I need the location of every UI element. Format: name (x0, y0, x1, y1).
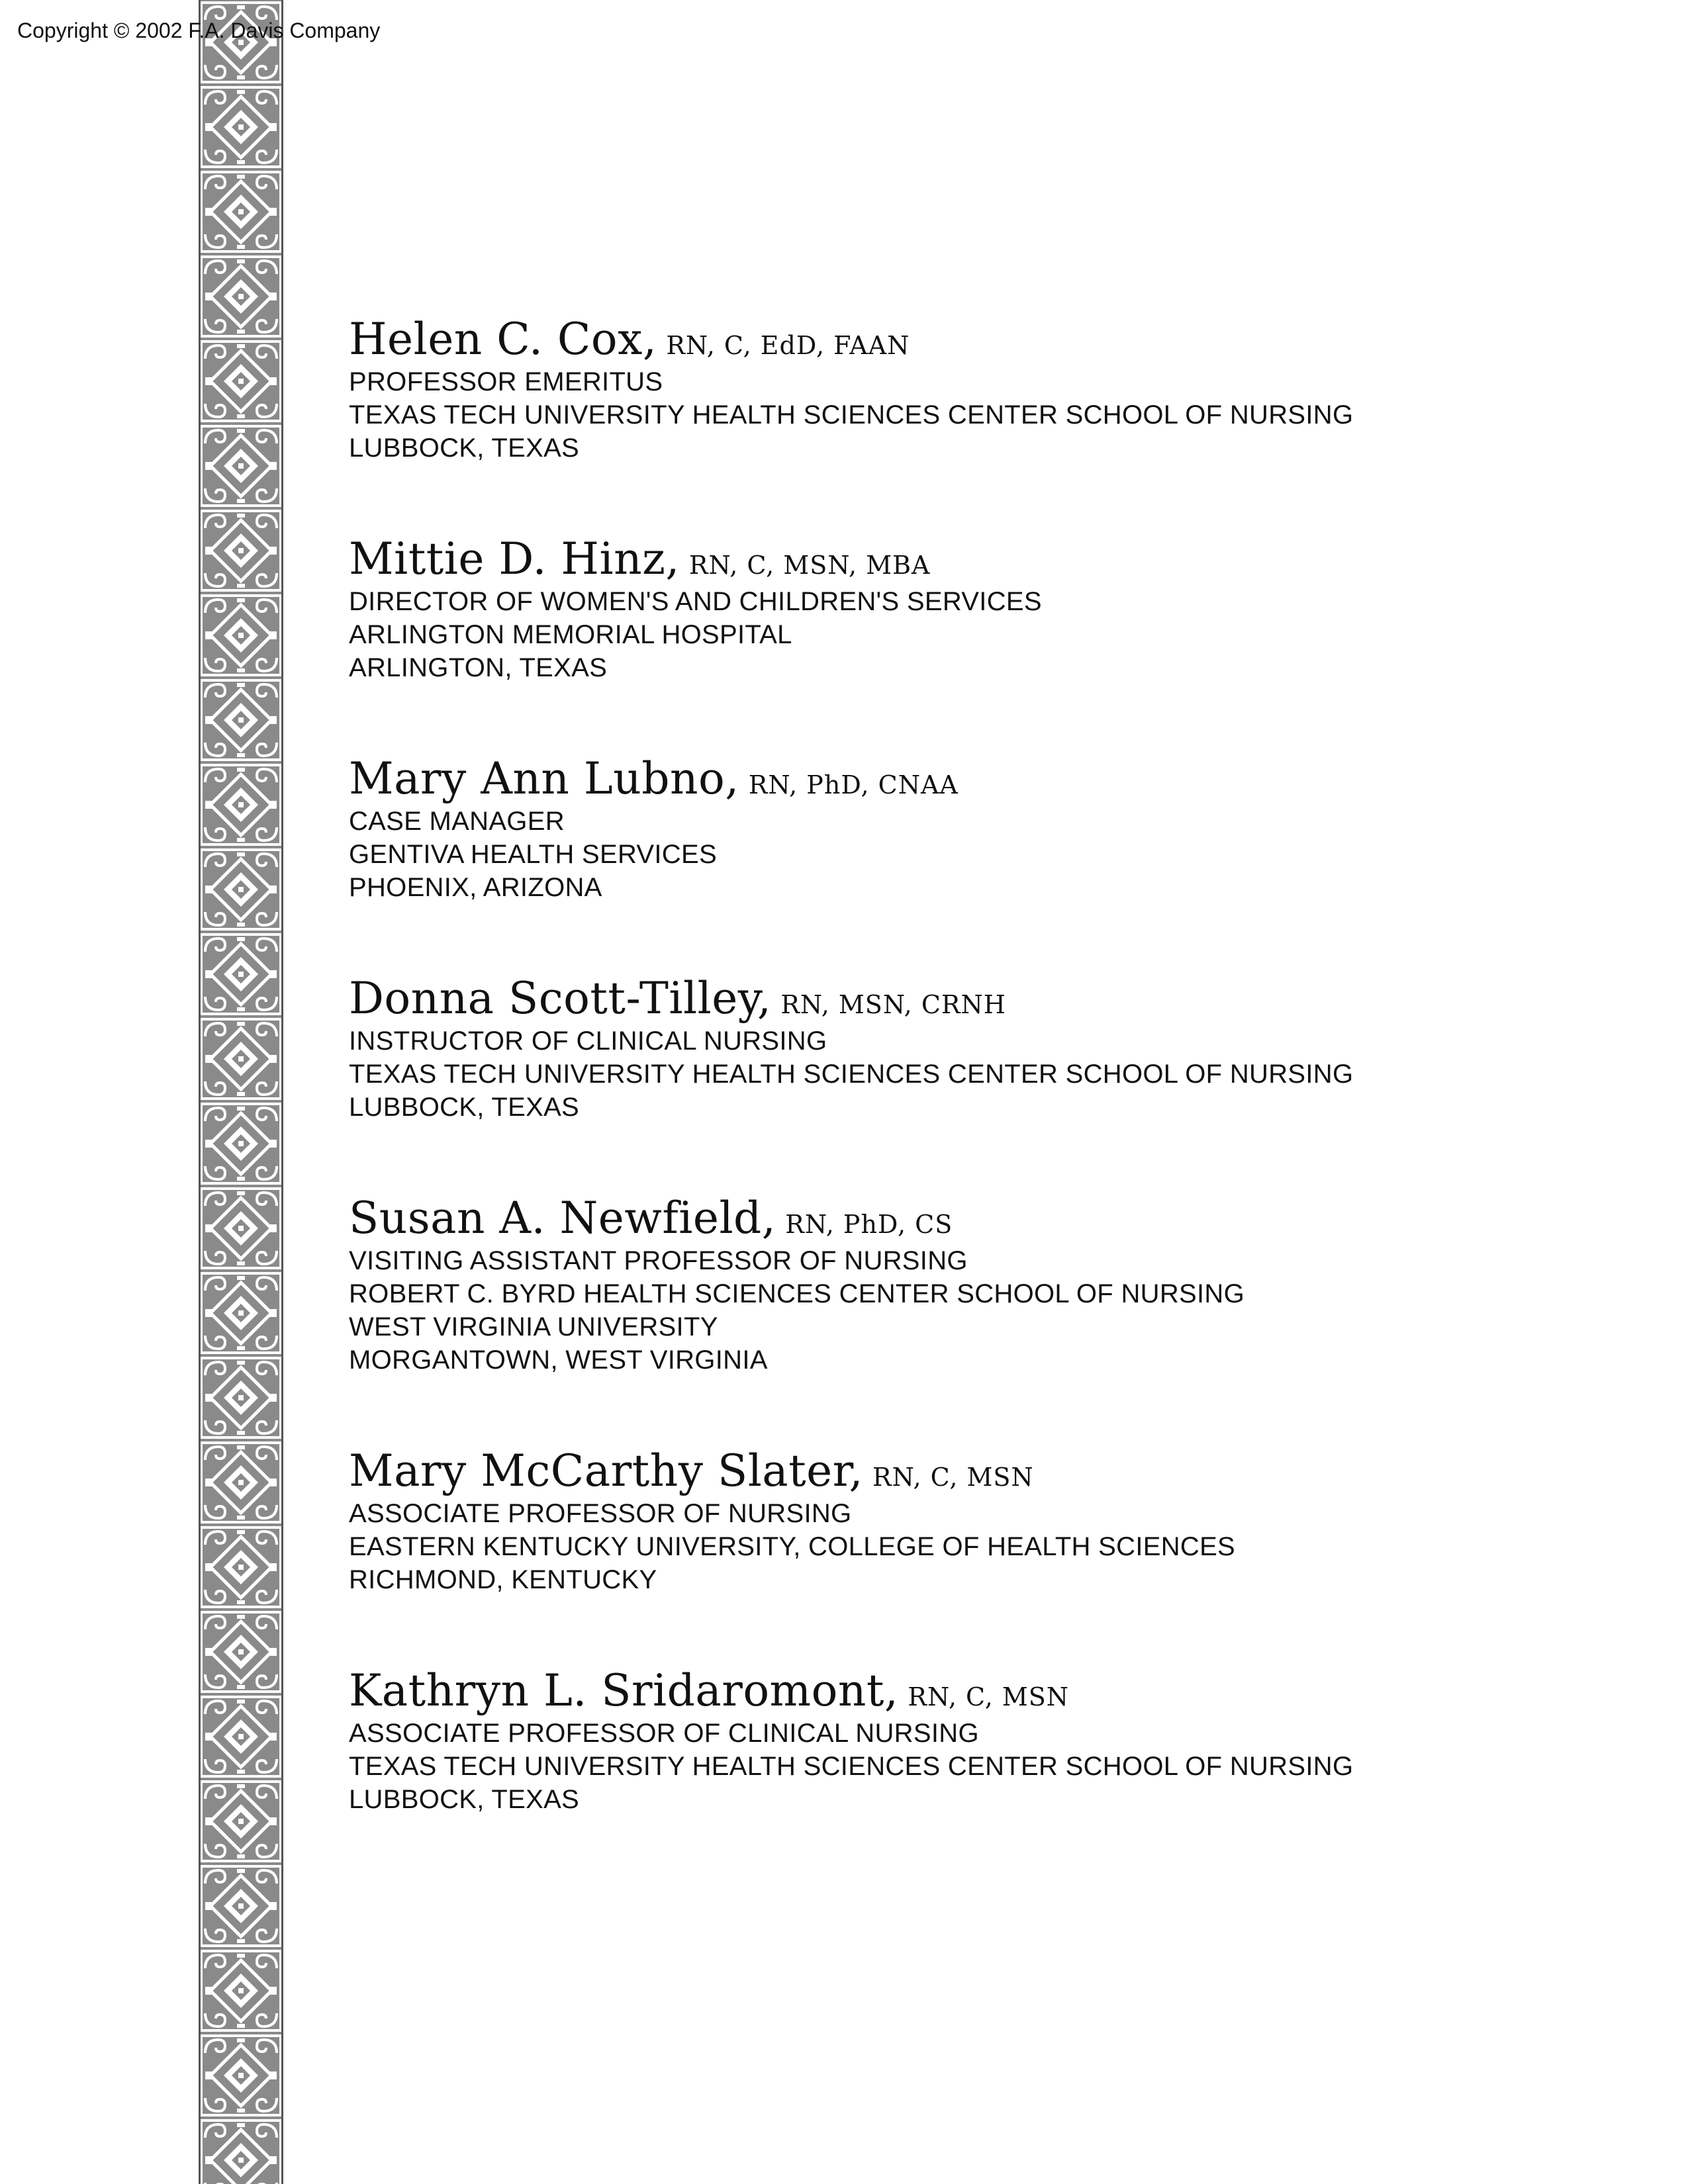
contributor-title: DIRECTOR OF WOMEN'S AND CHILDREN'S SERVICES (349, 587, 1042, 616)
contributor-title: CASE MANAGER (349, 807, 565, 836)
contributor-location: ARLINGTON, TEXAS (349, 653, 608, 682)
contributor-name: Susan A. Newfield, (349, 1193, 776, 1244)
contributor-university: WEST VIRGINIA UNIVERSITY (349, 1312, 718, 1342)
contributor-title: PROFESSOR EMERITUS (349, 367, 663, 396)
contributor-credentials: RN, C, EdD, FAAN (666, 331, 910, 360)
contributor-name-line (349, 1193, 1607, 1244)
contributor-institution: ARLINGTON MEMORIAL HOSPITAL (349, 620, 792, 649)
contributor-institution: ROBERT C. BYRD HEALTH SCIENCES CENTER SCHOOL OF NURSING (349, 1279, 1245, 1308)
contributor-name-line (349, 753, 1607, 804)
contributor-name-line (349, 314, 1607, 365)
contributor-location: LUBBOCK, TEXAS (349, 433, 580, 463)
contributor-institution: EASTERN KENTUCKY UNIVERSITY, COLLEGE OF HEALTH SCIENCES (349, 1532, 1236, 1561)
contributor-location: PHOENIX, ARIZONA (349, 873, 602, 902)
contributor-title: ASSOCIATE PROFESSOR OF CLINICAL NURSING (349, 1719, 979, 1748)
contributor-title: INSTRUCTOR OF CLINICAL NURSING (349, 1026, 827, 1056)
contributor-credentials: RN, PhD, CNAA (748, 770, 959, 799)
contributor-name-line (349, 533, 1607, 584)
contributor-entry (349, 753, 1607, 904)
contributor-title: VISITING ASSISTANT PROFESSOR OF NURSING (349, 1246, 968, 1275)
contributor-location: LUBBOCK, TEXAS (349, 1093, 580, 1122)
contributor-credentials: RN, PhD, CS (785, 1210, 953, 1239)
contributor-institution: TEXAS TECH UNIVERSITY HEALTH SCIENCES CENTER SCHOOL OF NURSING (349, 1752, 1354, 1781)
contributor-name-line (349, 1445, 1607, 1496)
contributor-name: Mittie D. Hinz, (349, 533, 680, 584)
contributor-institution: TEXAS TECH UNIVERSITY HEALTH SCIENCES CENTER SCHOOL OF NURSING (349, 1060, 1354, 1089)
contributor-name-line (349, 1665, 1607, 1716)
contributor-institution: GENTIVA HEALTH SERVICES (349, 840, 717, 869)
contributor-location: RICHMOND, KENTUCKY (349, 1565, 657, 1594)
contributor-credentials: RN, C, MSN, MBA (688, 551, 931, 580)
contributor-title: ASSOCIATE PROFESSOR OF NURSING (349, 1499, 852, 1528)
contributor-location: MORGANTOWN, WEST VIRGINIA (349, 1345, 768, 1375)
contributor-entry (349, 1445, 1607, 1596)
contributor-entry (349, 533, 1607, 684)
contributor-institution: TEXAS TECH UNIVERSITY HEALTH SCIENCES CENTER SCHOOL OF NURSING (349, 400, 1354, 430)
contributor-credentials: RN, MSN, CRNH (780, 990, 1006, 1019)
contributor-name-line (349, 973, 1607, 1024)
contributor-name: Donna Scott-Tilley, (349, 973, 772, 1024)
contributors-list (349, 314, 1607, 1889)
contributor-entry (349, 314, 1607, 465)
contributor-entry (349, 1193, 1607, 1377)
contributor-entry (349, 973, 1607, 1124)
contributor-entry (349, 1665, 1607, 1816)
contributor-name: Helen C. Cox, (349, 314, 657, 365)
contributor-name: Mary Ann Lubno, (349, 753, 739, 804)
contributor-location: LUBBOCK, TEXAS (349, 1785, 580, 1814)
contributor-credentials: RN, C, MSN (908, 1682, 1070, 1711)
contributor-name: Mary McCarthy Slater, (349, 1445, 864, 1496)
contributor-credentials: RN, C, MSN (872, 1463, 1034, 1492)
copyright-notice: Copyright © 2002 F.A. Davis Company (17, 19, 381, 42)
contributor-name: Kathryn L. Sridaromont, (349, 1665, 899, 1716)
decorative-border-strip (199, 0, 283, 2184)
